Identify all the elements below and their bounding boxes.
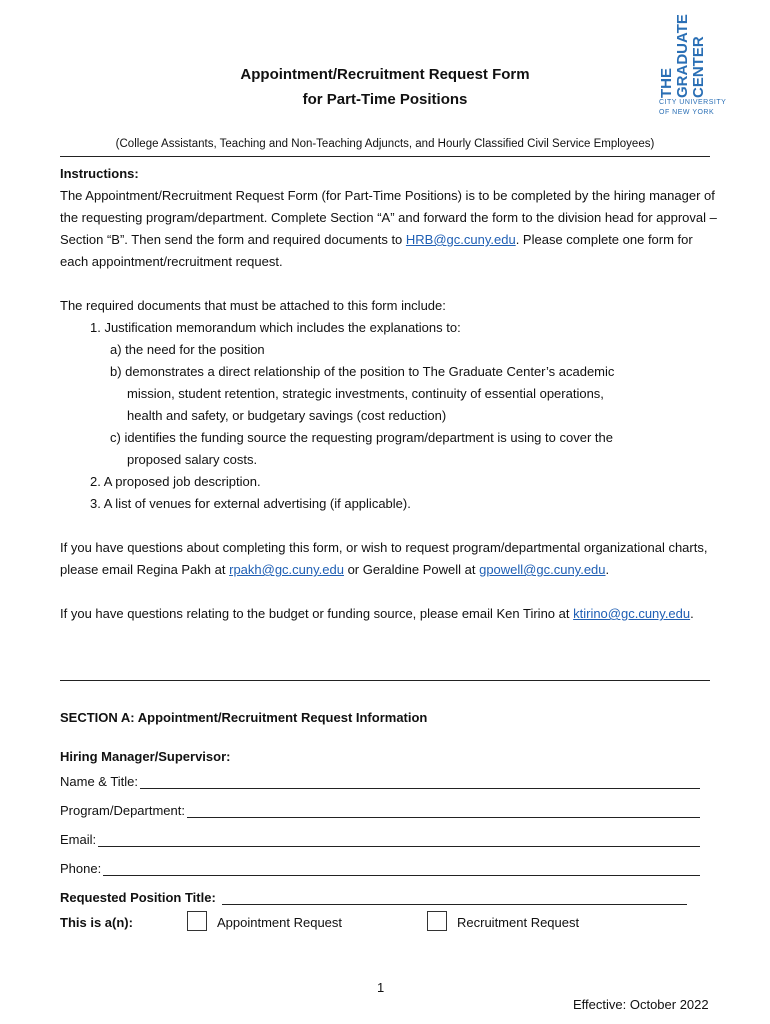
phone-field[interactable] [103, 861, 700, 876]
section-a-heading: SECTION A: Appointment/Recruitment Request Information [60, 710, 428, 725]
program-department-label: Program/Department: [60, 803, 185, 818]
doc-item-1b-line2: mission, student retention, strategic investments, continuity of essential operations, [127, 386, 604, 401]
doc-item-1a: a) the need for the position [110, 342, 265, 357]
program-department-field[interactable] [187, 803, 700, 818]
name-title-row [60, 771, 700, 789]
contact-paragraph-1 [60, 537, 720, 581]
request-type-label: This is a(n): [60, 915, 133, 930]
position-title-label: Requested Position Title: [60, 890, 216, 905]
header-divider [60, 156, 710, 157]
ktirino-email-link[interactable]: ktirino@gc.cuny.edu [573, 606, 691, 621]
instructions-paragraph [60, 185, 720, 273]
email-field[interactable] [98, 832, 700, 847]
email-label: Email: [60, 832, 97, 847]
phone-row [60, 858, 700, 876]
position-title-row [60, 887, 687, 905]
doc-item-1b-line3: health and safety, or budgetary savings (cost reduction) [127, 408, 447, 423]
appointment-request-label: Appointment Request [217, 915, 343, 930]
form-title-line2: for Part-Time Positions [302, 91, 468, 108]
doc-item-1c-line2: proposed salary costs. [127, 452, 258, 467]
rpakh-email-link[interactable]: rpakh@gc.cuny.edu [229, 562, 344, 577]
appointment-request-checkbox[interactable] [187, 911, 207, 931]
doc-item-1: 1. Justification memorandum which includes the explanations to: [90, 320, 461, 335]
recruitment-request-checkbox[interactable] [427, 911, 447, 931]
hiring-manager-heading: Hiring Manager/Supervisor: [60, 749, 231, 764]
logo-line1: CITY UNIVERSITY [659, 99, 727, 106]
contact2-text-end: . [690, 606, 694, 621]
logo-word-center: CENTER [690, 36, 707, 98]
name-title-label: Name & Title: [60, 774, 139, 789]
instructions-text: The Appointment/Recruitment Request Form (for Part-Time Positions) is to be completed by the hiring manager of the requesting program/department. Complete Section “A” and forward the form to the division head for approval – Section “B”. Then send the form and required documents to [60, 188, 717, 247]
logo-word-the: THE [658, 68, 675, 98]
position-title-field[interactable] [222, 890, 687, 905]
email-row [60, 829, 700, 847]
page-number: 1 [377, 980, 385, 995]
gpowell-email-link[interactable]: gpowell@gc.cuny.edu [479, 562, 606, 577]
documents-intro: The required documents that must be attached to this form include: [60, 298, 446, 313]
hrb-email-link[interactable]: HRB@gc.cuny.edu [405, 232, 516, 247]
recruitment-request-label: Recruitment Request [457, 915, 580, 930]
contact-paragraph-2 [60, 603, 720, 625]
instructions-text-end: . Please complete one form for each appointment/recruitment request. [60, 232, 693, 269]
doc-item-1c-line1: c) identifies the funding source the requesting program/department is using to cover the [110, 430, 613, 445]
instructions-block [60, 163, 720, 625]
graduate-center-logo [657, 12, 727, 122]
form-title-line1: Appointment/Recruitment Request Form [240, 66, 530, 83]
logo-line2: OF NEW YORK [659, 109, 715, 116]
form-subtitle: (College Assistants, Teaching and Non-Teaching Adjuncts, and Hourly Classified Civil Service Employees) [115, 138, 655, 150]
contact1-text-end: . [605, 562, 610, 577]
phone-label: Phone: [60, 861, 102, 876]
program-department-row [60, 800, 700, 818]
section-divider [60, 680, 710, 681]
contact1-text-mid: or Geraldine Powell at [343, 562, 480, 577]
contact2-text: If you have questions relating to the budget or funding source, please email Ken Tirino at [60, 606, 574, 621]
doc-item-1b-line1: b) demonstrates a direct relationship of the position to The Graduate Center’s academic [110, 364, 615, 379]
doc-item-2: 2. A proposed job description. [90, 474, 261, 489]
instructions-heading: Instructions: [60, 166, 139, 181]
doc-item-3: 3. A list of venues for external advertising (if applicable). [90, 496, 411, 511]
contact1-text: If you have questions about completing this form, or wish to request program/departmental organizational charts, please email Regina Pakh at [60, 540, 708, 577]
logo-word-graduate: GRADUATE [674, 14, 691, 98]
effective-date: Effective: October 2022 [573, 997, 709, 1012]
name-title-field[interactable] [140, 774, 700, 789]
